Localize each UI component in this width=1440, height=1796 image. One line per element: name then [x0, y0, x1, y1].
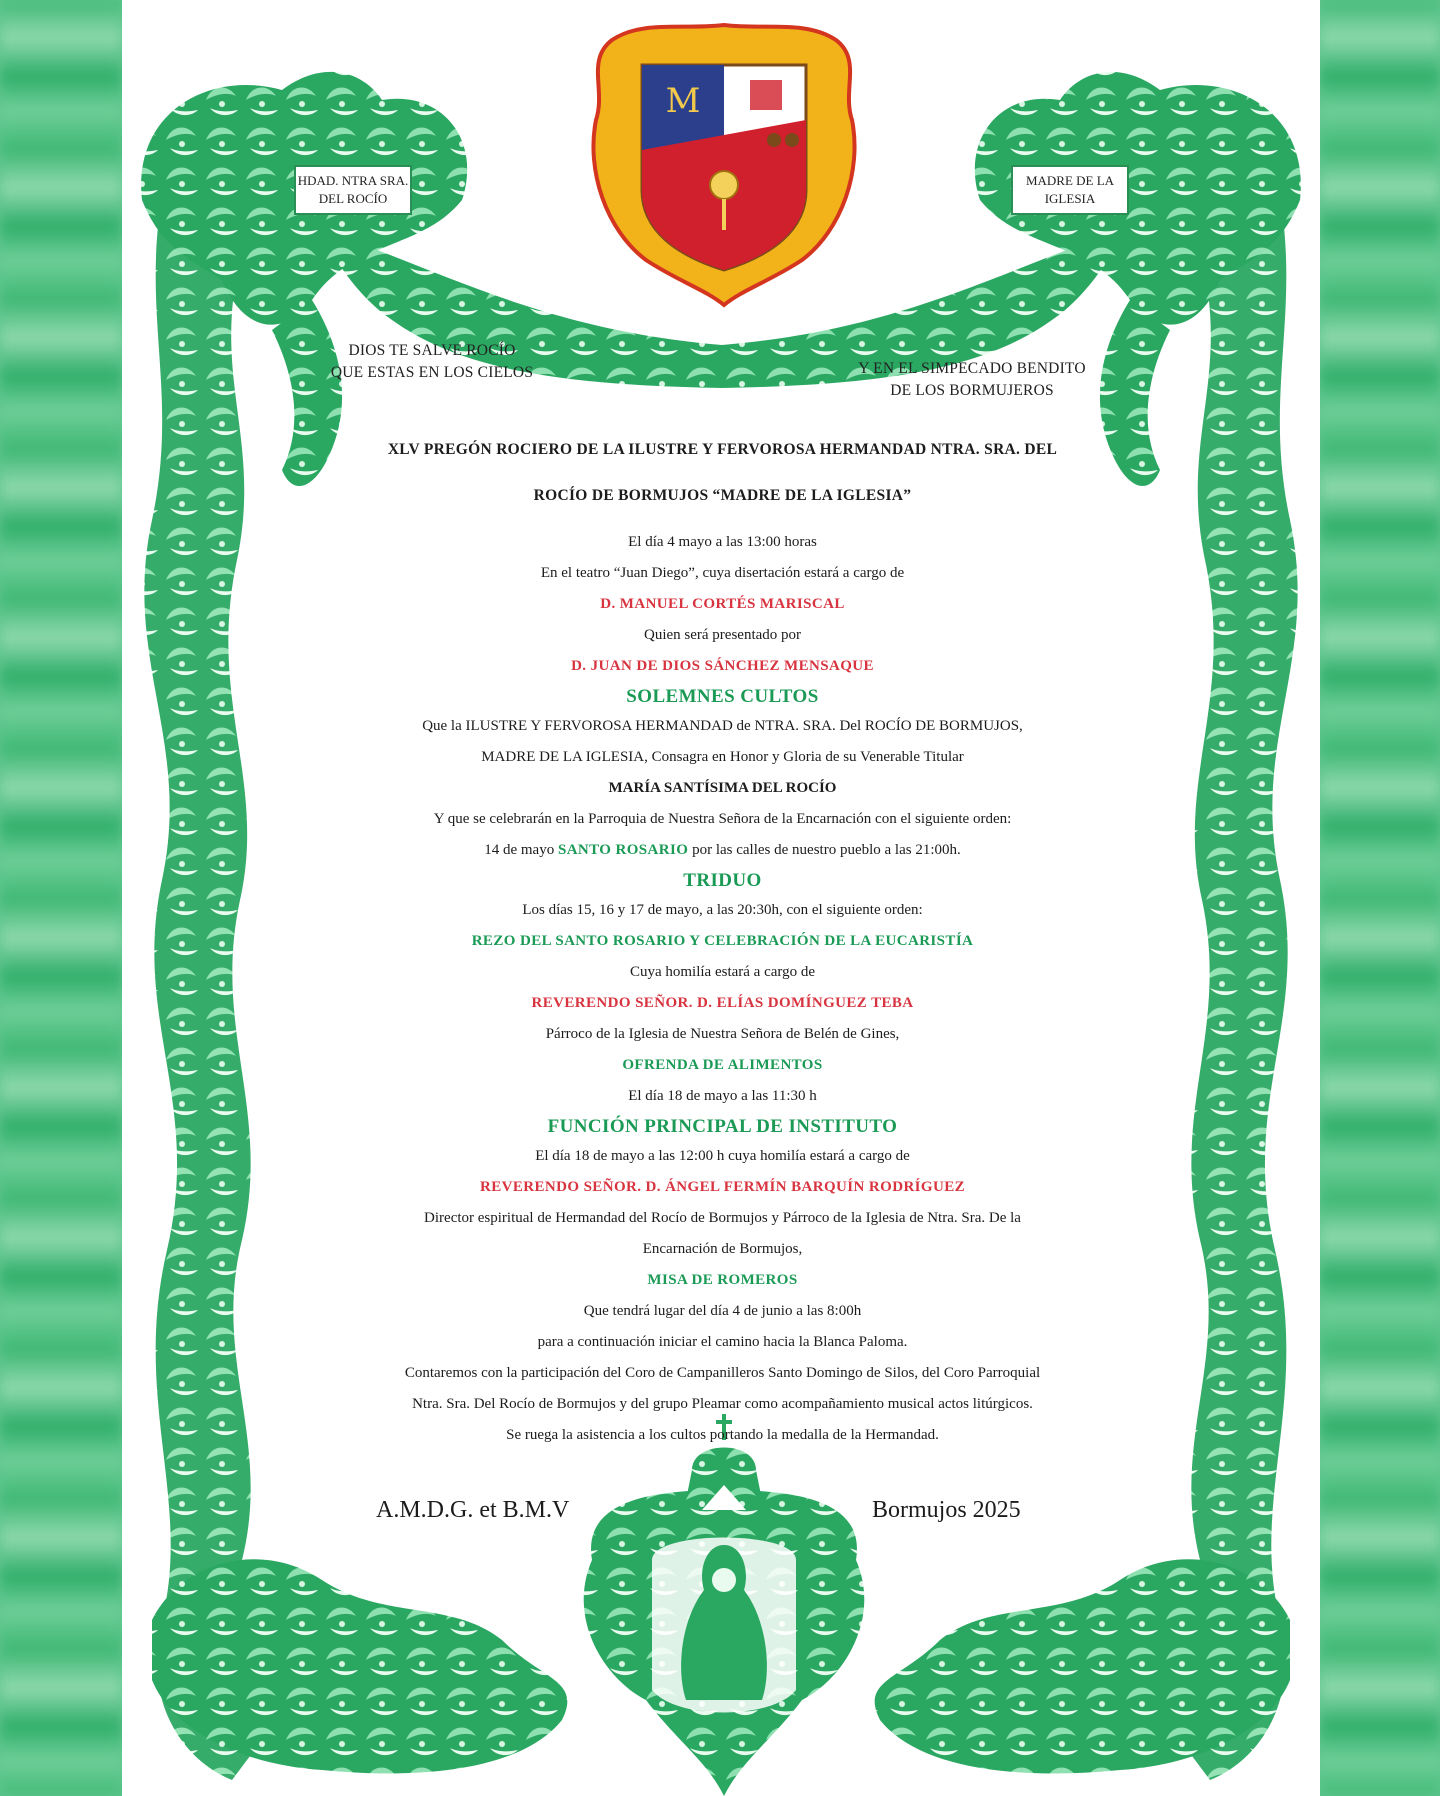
predicador-funcion: REVERENDO SEÑOR. D. ÁNGEL FERMÍN BARQUÍN RODRÍGUEZ	[479, 1178, 966, 1195]
presented-by-text: Quien será presentado por	[643, 626, 802, 643]
poster-page	[122, 0, 1320, 1796]
ofrenda-date: El día 18 de mayo a las 11:30 h	[628, 1087, 817, 1104]
invocation-left	[312, 340, 552, 384]
footer-place-year: Bormujos 2025	[872, 1497, 1021, 1523]
invocation-left-line-2: QUE ESTAS EN LOS CIELOS	[330, 364, 534, 381]
pregon-title-line-1: XLV PREGÓN ROCIERO DE LA ILUSTRE Y FERVOROSA HERMANDAD NTRA. SRA. DEL	[387, 440, 1058, 458]
medalla-line: Se ruega la asistencia a los cultos portando la medalla de la Hermandad.	[506, 1426, 939, 1443]
corner-label-madre	[1011, 165, 1129, 215]
rosario-line	[300, 835, 1145, 866]
heading-misa-romeros: MISA DE ROMEROS	[647, 1271, 798, 1288]
parroquia-line: Y que se celebrarán en la Parroquia de Nuestra Señora de la Encarnación con el siguiente orden:	[433, 810, 1012, 827]
heading-funcion-principal: FUNCIÓN PRINCIPAL DE INSTITUTO	[547, 1115, 898, 1137]
pregon-title-line-2: ROCÍO DE BORMUJOS “MADRE DE LA IGLESIA”	[533, 487, 912, 504]
corner-label-right-line-2: IGLESIA	[1044, 191, 1096, 206]
coros-line-1: Contaremos con la participación del Coro de Campanilleros Santo Domingo de Silos, del Coro Parroquial	[404, 1364, 1041, 1381]
rezo-eucaristia: REZO DEL SANTO ROSARIO Y CELEBRACIÓN DE LA EUCARISTÍA	[471, 932, 974, 949]
invocation-right-line-2: DE LOS BORMUJEROS	[890, 382, 1054, 399]
pregonero-name: D. MANUEL CORTÉS MARISCAL	[600, 595, 845, 612]
coros-line-2: Ntra. Sra. Del Rocío de Bormujos y del grupo Pleamar como acompañamiento musical actos litúrgicos.	[412, 1395, 1033, 1412]
triduo-dates: Los días 15, 16 y 17 de mayo, a las 20:30h, con el siguiente orden:	[522, 901, 923, 918]
frame-bottom-right-scroll	[875, 1559, 1290, 1773]
invocation-left-line-1: DIOS TE SALVE ROCÍO	[348, 342, 516, 359]
footer-amdg: A.M.D.G. et B.M.V	[376, 1497, 570, 1523]
heading-triduo: TRIDUO	[683, 869, 762, 891]
homilia-triduo: Cuya homilía estará a cargo de	[629, 963, 816, 980]
frame-left-scroll	[144, 150, 262, 1780]
coat-of-arms	[593, 25, 854, 305]
pregon-venue: En el teatro “Juan Diego”, cuya disertación estará a cargo de	[540, 564, 905, 581]
svg-text:M: M	[665, 81, 701, 121]
funcion-date: El día 18 de mayo a las 12:00 h cuya homilía estará a cargo de	[535, 1147, 910, 1164]
frame-bottom-scroll	[152, 1559, 567, 1773]
corner-label-hermandad	[294, 165, 412, 215]
director-line-2: Encarnación de Bormujos,	[642, 1240, 803, 1257]
heading-ofrenda: OFRENDA DE ALIMENTOS	[622, 1056, 823, 1073]
parroco-gines: Párroco de la Iglesia de Nuestra Señora de Belén de Gines,	[545, 1025, 900, 1042]
rosario-highlight: SANTO ROSARIO	[557, 841, 689, 858]
announcement-body	[300, 418, 1145, 1451]
consagra-line-2: MADRE DE LA IGLESIA, Consagra en Honor y Gloria de su Venerable Titular	[481, 748, 964, 765]
heading-solemnes-cultos: SOLEMNES CULTOS	[626, 685, 819, 707]
rosario-date: 14 de mayo	[484, 841, 558, 858]
pregon-date: El día 4 mayo a las 13:00 horas	[628, 533, 817, 550]
predicador-triduo: REVERENDO SEÑOR. D. ELÍAS DOMÍNGUEZ TEBA	[531, 994, 914, 1011]
camino-line: para a continuación iniciar el camino hacia la Blanca Paloma.	[537, 1333, 908, 1350]
consagra-line-1: Que la ILUSTRE Y FERVOROSA HERMANDAD de NTRA. SRA. Del ROCÍO DE BORMUJOS,	[422, 717, 1023, 734]
corner-label-right-line-1: MADRE DE LA	[1025, 173, 1115, 188]
left-blurred-background	[0, 0, 122, 1796]
director-line-1: Director espiritual de Hermandad del Rocío de Bormujos y Párroco de la Iglesia de Ntra. Sra. De la	[424, 1209, 1021, 1226]
corner-label-left-line-1: HDAD. NTRA SRA.	[297, 173, 409, 188]
frame-right-scroll	[1180, 150, 1298, 1780]
corner-label-left-line-2: DEL ROCÍO	[318, 191, 388, 206]
virgin-emblem	[584, 1414, 865, 1796]
titular-name: MARÍA SANTÍSIMA DEL ROCÍO	[608, 779, 837, 796]
misa-date: Que tendrá lugar del día 4 de junio a las 8:00h	[583, 1302, 862, 1319]
invocation-right	[842, 358, 1102, 402]
rosario-details: por las calles de nuestro pueblo a las 21:00h.	[688, 841, 961, 858]
presenter-name: D. JUAN DE DIOS SÁNCHEZ MENSAQUE	[571, 657, 874, 674]
right-blurred-background	[1320, 0, 1440, 1796]
invocation-right-line-1: Y EN EL SIMPECADO BENDITO	[858, 360, 1086, 377]
